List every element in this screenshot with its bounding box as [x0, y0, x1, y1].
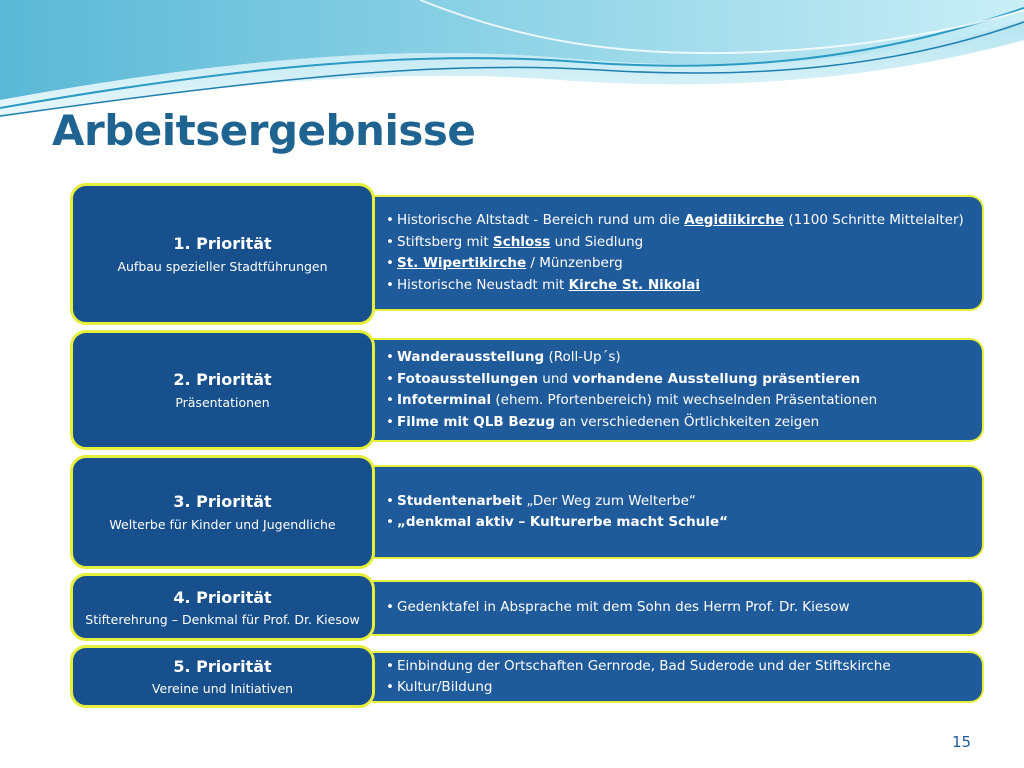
priority-4-title: 4. Priorität [173, 587, 272, 607]
bullet-item: • Gedenktafel in Absprache mit dem Sohn des Herrn Prof. Dr. Kiesow [386, 597, 850, 619]
bullet-icon: • [386, 679, 394, 695]
priority-2-details [372, 338, 984, 442]
priority-row-1 [0, 183, 1024, 325]
bullet-icon: • [386, 255, 394, 271]
priority-5-subtitle: Vereine und Initiativen [151, 681, 294, 696]
priority-1-subtitle: Aufbau spezieller Stadtführungen [117, 259, 328, 274]
priority-4-details [372, 580, 984, 636]
priority-5-box [70, 645, 375, 708]
bullet-item: • Studentenarbeit „Der Weg zum Welterbe“ [386, 491, 728, 513]
bullet-icon: • [386, 514, 394, 530]
priority-2-title: 2. Priorität [173, 370, 272, 389]
bullet-icon: • [386, 413, 394, 430]
priority-4-subtitle: Stifterehrung – Denkmal für Prof. Dr. Kiesow [85, 611, 360, 627]
bullet-item: • Einbindung der Ortschaften Gernrode, Bad Suderode und der Stiftskirche [386, 656, 891, 678]
bullet-icon: • [386, 370, 394, 387]
bullet-icon: • [386, 492, 394, 509]
bullet-item: • Kultur/Bildung [386, 677, 891, 699]
bullet-icon: • [386, 392, 394, 408]
bullet-item: • Stiftsberg mit Schloss und Siedlung [386, 232, 964, 254]
bullet-item: • Infoterminal (ehem. Pfortenbereich) mit wechselnden Präsentationen [386, 390, 877, 412]
priority-row-2 [0, 330, 1024, 450]
priority-4-box [70, 573, 375, 641]
priority-5-bullet-list [372, 656, 909, 699]
priority-3-title: 3. Priorität [173, 492, 272, 511]
bullet-icon: • [386, 599, 394, 616]
bullet-item: • Historische Neustadt mit Kirche St. Nikolai [386, 275, 964, 297]
priority-1-title: 1. Priorität [173, 234, 272, 253]
bullet-item: • Filme mit QLB Bezug an verschiedenen Örtlichkeiten zeigen [386, 412, 877, 434]
bullet-icon: • [386, 276, 394, 293]
bullet-item: • Fotoausstellungen und vorhandene Ausstellung präsentieren [386, 369, 877, 391]
bullet-item: • „denkmal aktiv – Kulturerbe macht Schule“ [386, 512, 728, 534]
priority-3-bullet-list [372, 491, 746, 534]
priority-2-bullet-list [372, 347, 895, 433]
priority-1-details [372, 195, 984, 311]
bullet-item: • Wanderausstellung (Roll-Up´s) [386, 347, 877, 369]
priority-2-subtitle: Präsentationen [175, 395, 270, 410]
slide-title: Arbeitsergebnisse [52, 106, 476, 155]
priority-row-5 [0, 645, 1024, 708]
priority-1-box [70, 183, 375, 325]
priority-5-details [372, 651, 984, 703]
priority-2-box [70, 330, 375, 450]
bullet-icon: • [386, 212, 394, 228]
bullet-icon: • [386, 349, 394, 365]
priority-1-bullet-list [372, 210, 982, 296]
bullet-icon: • [386, 233, 394, 250]
priority-3-box [70, 455, 375, 569]
page-number: 15 [952, 733, 972, 751]
priority-row-3 [0, 455, 1024, 569]
priority-3-subtitle: Welterbe für Kinder und Jugendliche [109, 517, 336, 532]
priority-4-bullet-list [372, 597, 868, 619]
priority-5-title: 5. Priorität [173, 657, 272, 676]
bullet-item: • St. Wipertikirche / Münzenberg [386, 253, 964, 275]
priority-row-4 [0, 573, 1024, 641]
priority-3-details [372, 465, 984, 559]
bullet-item: • Historische Altstadt - Bereich rund um die Aegidiikirche (1100 Schritte Mittelalter) [386, 210, 964, 232]
bullet-icon: • [386, 657, 394, 674]
